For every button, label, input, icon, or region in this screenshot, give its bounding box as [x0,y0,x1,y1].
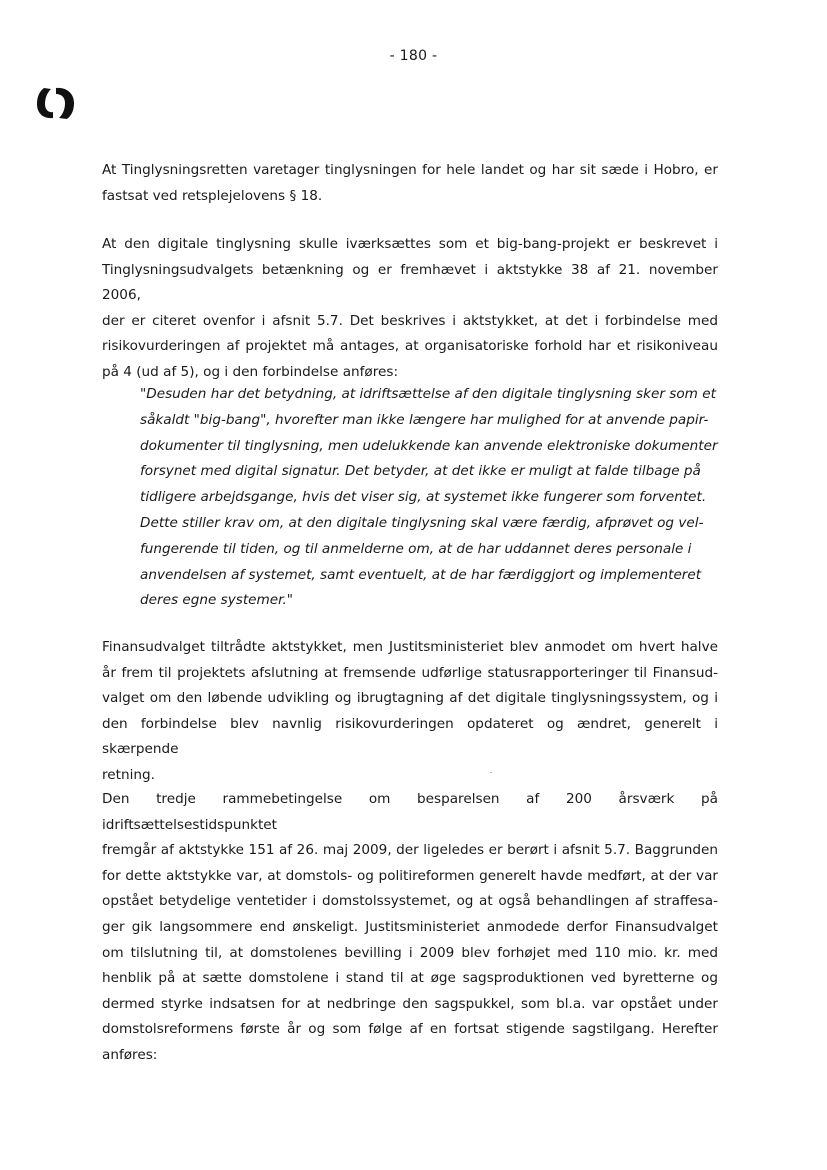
text-line: opstået betydelige ventetider i domstolssystemet, og at også behandlingen af straffesa- [102,893,718,910]
paragraph-4 [102,787,718,1069]
quote-line: deres egne systemer." [140,592,294,609]
text-line: Den tredje rammebetingelse om besparelsen af 200 årsværk på idriftsættelsestidspunktet [102,791,718,833]
quote-line: anvendelsen af systemet, samt eventuelt, at de har færdiggjort og implementeret [140,566,702,583]
quote-line: "Desuden har det betydning, at idriftsættelse af den digitale tinglysning sker som et [140,386,716,402]
block-quote [140,382,718,614]
text-line: retning. [102,766,155,783]
text-line: fremgår af aktstykke 151 af 26. maj 2009, der ligeledes er berørt i afsnit 5.7. Baggrunden [102,842,718,859]
text-line: den forbindelse blev navnlig risikovurderingen opdateret og ændret, generelt i skærpende [102,715,718,758]
paragraph-2 [102,232,718,386]
text-line: anføres: [102,1046,158,1063]
quote-line: Dette stiller krav om, at den digitale tinglysning skal være færdig, afprøvet og vel- [140,514,704,531]
quote-line: såkaldt "big-bang", hvorefter man ikke længere har mulighed for at anvende papir- [140,411,709,428]
text-line: At Tinglysningsretten varetager tinglysningen for hele landet og har sit sæde i Hobro, er [102,162,718,178]
quote-line: forsynet med digital signatur. Det betyder, at det ikke er muligt at falde tilbage på [140,463,701,480]
paragraph-3 [102,635,718,789]
scan-speck [490,772,492,773]
text-line: ger gik langsommere end ønskeligt. Justitsministeriet anmodede derfor Finansudvalget [102,918,718,935]
text-line: valget om den løbende udvikling og ibrugtagning af det digitale tinglysningssystem, og i [102,690,718,707]
paragraph-1 [102,158,718,209]
quote-line: dokumenter til tinglysning, men udelukkende kan anvende elektroniske dokumenter [140,437,718,454]
stylized-ring-logo-icon [34,84,78,122]
text-line: Tinglysningsudvalgets betænkning og er fremhævet i aktstykke 38 af 21. november 2006, [102,261,718,304]
text-line: risikovurderingen af projektet må antages, at organisatoriske forhold har et risikoniveau [102,338,718,355]
quote-line: tidligere arbejdsgange, hvis det viser sig, at systemet ikke fungerer som forventet. [140,489,707,506]
text-line: At den digitale tinglysning skulle iværksættes som et big-bang-projekt er beskrevet i [102,236,718,252]
text-line: år frem til projektets afslutning at fremsende udførlige statusrapporteringer til Finansud- [102,664,718,681]
quote-line: fungerende til tiden, og til anmelderne om, at de har uddannet deres personale i [140,540,692,557]
text-line: henblik på at sætte domstolene i stand til at øge sagsproduktionen ved byretterne og [102,970,718,987]
text-line: der er citeret ovenfor i afsnit 5.7. Det beskrives i aktstykket, at det i forbindelse med [102,312,718,329]
text-line: om tilslutning til, at domstolenes bevilling i 2009 blev forhøjet med 110 mio. kr. med [102,944,718,961]
text-line: domstolsreformens første år og som følge af en fortsat stigende sagstilgang. Herefter [102,1021,718,1038]
text-line: dermed styrke indsatsen for at nedbringe den sagspukkel, som bl.a. var opstået under [102,995,718,1012]
text-line: på 4 (ud af 5), og i den forbindelse anføres: [102,363,399,380]
text-line: fastsat ved retsplejelovens § 18. [102,187,323,204]
page-number: - 180 - [389,48,438,64]
text-line: for dette aktstykke var, at domstols- og politireformen generelt havde medført, at der var [102,867,718,884]
text-line: Finansudvalget tiltrådte aktstykket, men Justitsministeriet blev anmodet om hvert halve [102,639,718,655]
